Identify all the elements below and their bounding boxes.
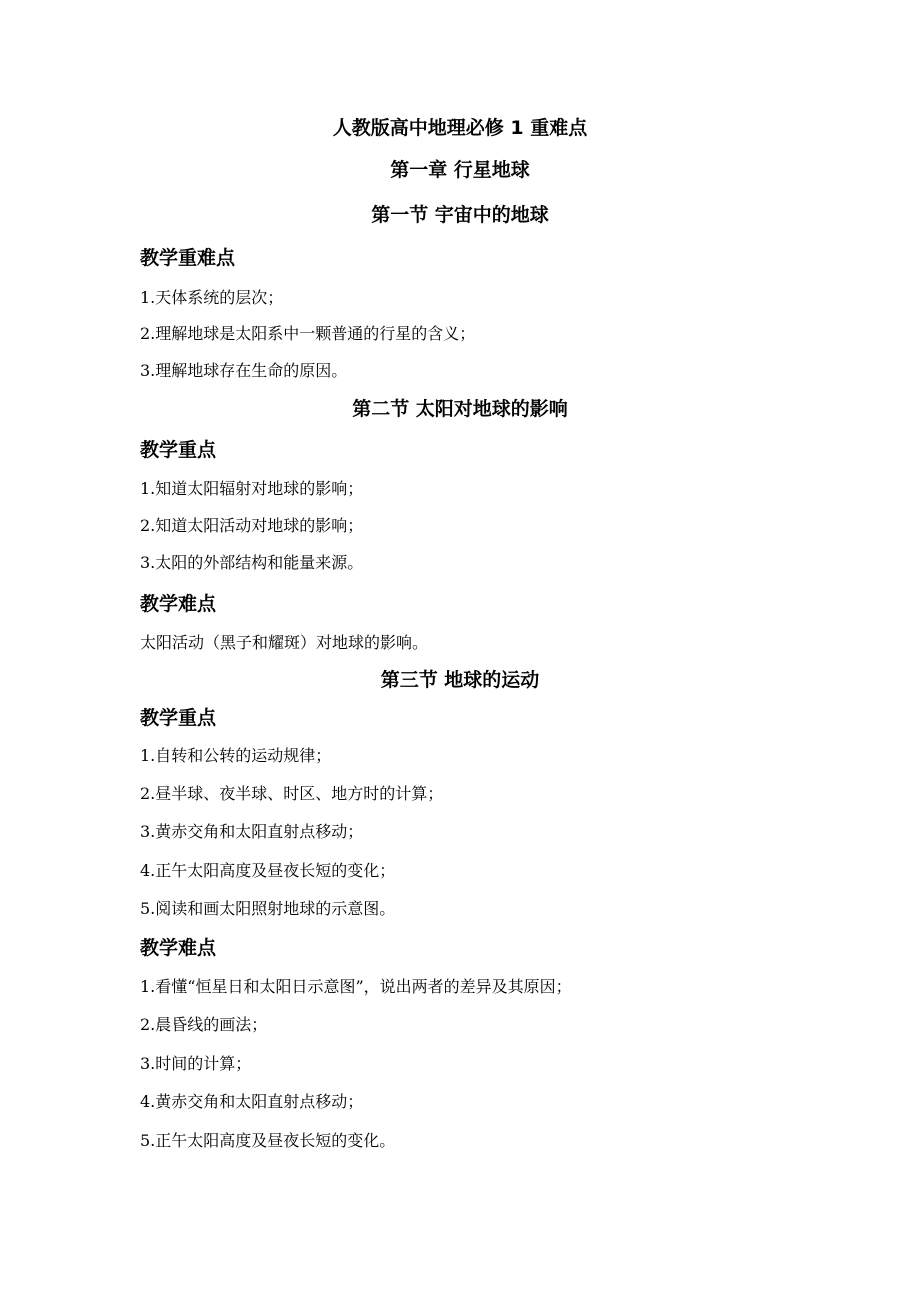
list-item: 2.知道太阳活动对地球的影响； — [140, 516, 364, 535]
list-item: 2.晨昏线的画法； — [140, 1015, 268, 1034]
list-item: 3.太阳的外部结构和能量来源。 — [140, 553, 364, 572]
section-2-difficult-heading: 教学难点 — [140, 593, 217, 615]
list-item: 太阳活动（黑子和耀斑）对地球的影响。 — [140, 633, 429, 652]
list-item: 1.看懂“恒星日和太阳日示意图”，说出两者的差异及其原因； — [140, 977, 572, 996]
list-item: 1.知道太阳辐射对地球的影响； — [140, 479, 364, 498]
section-2-key-heading: 教学重点 — [140, 439, 217, 461]
section-2-title: 第二节 太阳对地球的影响 — [352, 398, 568, 420]
list-item: 2.昼半球、夜半球、时区、地方时的计算； — [140, 784, 444, 803]
section-3-difficult-heading: 教学难点 — [140, 937, 217, 959]
list-item: 3.时间的计算； — [140, 1054, 252, 1073]
list-item: 3.黄赤交角和太阳直射点移动； — [140, 822, 364, 841]
list-item: 5.阅读和画太阳照射地球的示意图。 — [140, 899, 396, 918]
list-item: 3.理解地球存在生命的原因。 — [140, 361, 348, 380]
section-1-difficulty-heading: 教学重难点 — [140, 247, 236, 269]
list-item: 1.自转和公转的运动规律； — [140, 746, 332, 765]
document-title: 人教版高中地理必修 1 重难点 — [332, 117, 588, 139]
list-item: 4.黄赤交角和太阳直射点移动； — [140, 1092, 364, 1111]
section-3-title: 第三节 地球的运动 — [380, 669, 540, 691]
list-item: 4.正午太阳高度及昼夜长短的变化； — [140, 861, 396, 880]
list-item: 1.天体系统的层次； — [140, 288, 284, 307]
list-item: 5.正午太阳高度及昼夜长短的变化。 — [140, 1131, 396, 1150]
section-1-title: 第一节 宇宙中的地球 — [371, 204, 549, 226]
chapter-title: 第一章 行星地球 — [390, 159, 530, 181]
list-item: 2.理解地球是太阳系中一颗普通的行星的含义； — [140, 324, 476, 343]
section-3-key-heading: 教学重点 — [140, 707, 217, 729]
